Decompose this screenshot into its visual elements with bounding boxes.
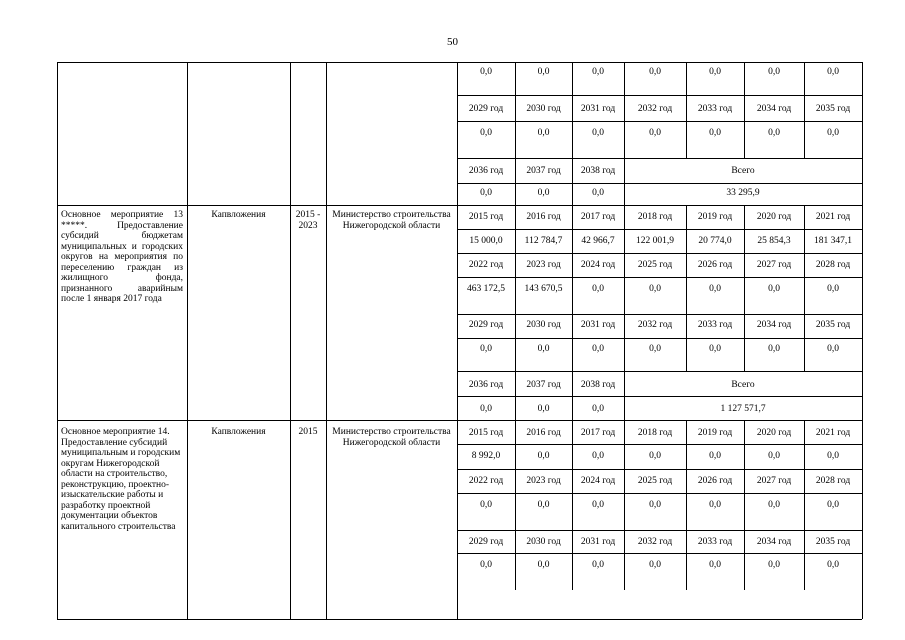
value-cell: 0,0 (709, 67, 721, 77)
column-border (572, 158, 573, 205)
year-cell: 2037 год (526, 380, 561, 390)
year-cell: 2034 год (756, 537, 792, 547)
row-border (457, 338, 862, 339)
row-border (57, 619, 862, 620)
value-cell: 0,0 (827, 451, 839, 461)
year-cell: 2032 год (637, 537, 673, 547)
year-cell: 2032 год (637, 320, 673, 330)
year-cell: 2033 год (697, 320, 733, 330)
column-border (187, 62, 188, 619)
year-cell: 2026 год (697, 476, 733, 486)
column-border (515, 420, 516, 590)
year-cell: 2022 год (468, 260, 504, 270)
year-cell: 2035 год (815, 104, 851, 114)
value-cell: 0,0 (480, 404, 492, 414)
year-cell: 2015 год (468, 428, 504, 438)
year-cell: 2030 год (526, 320, 561, 330)
column-border (457, 62, 458, 619)
year-cell: 2016 год (526, 428, 561, 438)
value-cell: 0,0 (592, 560, 604, 570)
value-cell: 0,0 (480, 188, 492, 198)
column-border (804, 205, 805, 371)
row-border (457, 444, 862, 445)
year-cell: 2034 год (756, 104, 792, 114)
page-number: 50 (447, 36, 458, 48)
row-border (57, 62, 862, 63)
value-cell: 15 000,0 (469, 236, 503, 246)
year-cell: 2027 год (756, 260, 792, 270)
row-border (57, 205, 862, 206)
year-cell: 2020 год (756, 428, 792, 438)
value-cell: 0,0 (768, 128, 780, 138)
column-border (744, 62, 745, 158)
year-cell: 2035 год (815, 537, 851, 547)
year-cell: 2018 год (637, 212, 673, 222)
value-cell: 0,0 (480, 500, 492, 510)
value-cell: 0,0 (592, 404, 604, 414)
column-border (686, 62, 687, 158)
value-cell: 143 670,5 (524, 284, 563, 294)
row-border (457, 314, 862, 315)
value-cell: 0,0 (592, 188, 604, 198)
year-cell: 2016 год (526, 212, 561, 222)
year-cell: 2033 год (697, 104, 733, 114)
year-cell: 2033 год (697, 537, 733, 547)
row-border (457, 229, 862, 230)
year-cell: 2036 год (468, 166, 504, 176)
value-cell: 0,0 (592, 451, 604, 461)
year-cell: 2031 год (580, 537, 616, 547)
value-cell: 181 347,1 (814, 236, 852, 246)
activity-name: Основное мероприятие 13 *****. Предоставление субсидий бюджетам муниципальных и городских округов на мероприятия по переселению граждан из жилищного фонда, признанного аварийным после 1 января 2017 года (61, 210, 183, 304)
value-cell: 25 854,3 (757, 236, 791, 246)
year-cell: 2029 год (468, 537, 504, 547)
year-cell: 2025 год (637, 260, 673, 270)
value-cell: 0,0 (709, 451, 721, 461)
value-cell: 0,0 (768, 560, 780, 570)
year-cell: 2031 год (580, 320, 616, 330)
year-cell: 2029 год (468, 104, 504, 114)
funding-type: Капвложения (211, 210, 266, 220)
column-border (572, 371, 573, 420)
value-cell: 0,0 (537, 500, 550, 510)
column-border (572, 420, 573, 590)
row-border (457, 396, 862, 397)
column-border (624, 420, 625, 590)
value-cell: 0,0 (649, 284, 661, 294)
year-cell: 2029 год (468, 320, 504, 330)
year-cell: 2023 год (526, 260, 561, 270)
year-cell: 2019 год (697, 428, 733, 438)
value-cell: 0,0 (768, 284, 780, 294)
value-cell: 42 966,7 (581, 236, 615, 246)
year-cell: 2038 год (580, 166, 616, 176)
activity-name: Основное мероприятие 14. Предоставление субсидий муниципальным и городским округам Нижегородской области на строительство, реконструкцию, проектно-изыскательские работы и разработку проектной документации объектов капитального строительства (61, 427, 181, 532)
value-cell: 0,0 (768, 451, 780, 461)
column-border (804, 420, 805, 590)
value-cell: 0,0 (592, 284, 604, 294)
year-cell: 2020 год (756, 212, 792, 222)
total-value: 33 295,9 (726, 188, 760, 198)
period: 2015 (298, 427, 318, 437)
year-cell: 2017 год (580, 212, 616, 222)
value-cell: 0,0 (768, 344, 780, 354)
value-cell: 0,0 (592, 500, 604, 510)
value-cell: 0,0 (827, 67, 839, 77)
value-cell: 0,0 (649, 560, 661, 570)
value-cell: 0,0 (827, 560, 839, 570)
value-cell: 0,0 (537, 128, 550, 138)
value-cell: 0,0 (709, 128, 721, 138)
column-border (862, 62, 863, 619)
value-cell: 0,0 (649, 451, 661, 461)
value-cell: 0,0 (592, 67, 604, 77)
column-border (686, 205, 687, 371)
value-cell: 0,0 (480, 128, 492, 138)
value-cell: 0,0 (480, 344, 492, 354)
year-cell: 2021 год (815, 428, 851, 438)
column-border (515, 62, 516, 158)
row-border (457, 95, 862, 96)
funding-type: Капвложения (211, 427, 266, 437)
total-value: 1 127 571,7 (720, 404, 766, 414)
value-cell: 0,0 (480, 67, 492, 77)
value-cell: 0,0 (768, 500, 780, 510)
value-cell: 20 774,0 (698, 236, 732, 246)
row-border (457, 493, 862, 494)
total-label: Всего (731, 166, 755, 176)
period: 2015 - 2023 (295, 210, 321, 231)
value-cell: 8 992,0 (471, 451, 501, 461)
value-cell: 122 001,9 (636, 236, 674, 246)
year-cell: 2019 год (697, 212, 733, 222)
year-cell: 2015 год (468, 212, 504, 222)
year-cell: 2026 год (697, 260, 733, 270)
value-cell: 0,0 (537, 344, 550, 354)
year-cell: 2031 год (580, 104, 616, 114)
value-cell: 0,0 (592, 344, 604, 354)
column-border (290, 62, 291, 619)
year-cell: 2038 год (580, 380, 616, 390)
value-cell: 0,0 (827, 128, 839, 138)
value-cell: 0,0 (709, 560, 721, 570)
value-cell: 0,0 (827, 284, 839, 294)
row-border (457, 469, 862, 470)
row-border (457, 371, 862, 372)
column-border (686, 420, 687, 590)
year-cell: 2022 год (468, 476, 504, 486)
column-border (515, 205, 516, 371)
column-border (744, 420, 745, 590)
year-cell: 2024 год (580, 476, 616, 486)
year-cell: 2027 год (756, 476, 792, 486)
column-border (572, 62, 573, 158)
value-cell: 0,0 (709, 500, 721, 510)
year-cell: 2024 год (580, 260, 616, 270)
executor: Министерство строительства Нижегородской области (332, 210, 451, 231)
row-border (457, 277, 862, 278)
value-cell: 0,0 (827, 500, 839, 510)
column-border (624, 158, 625, 205)
total-label: Всего (731, 380, 755, 390)
column-border (624, 371, 625, 420)
year-cell: 2028 год (815, 260, 851, 270)
row-border (457, 530, 862, 531)
column-border (624, 62, 625, 158)
year-cell: 2034 год (756, 320, 792, 330)
column-border (515, 371, 516, 420)
year-cell: 2028 год (815, 476, 851, 486)
value-cell: 0,0 (649, 128, 661, 138)
value-cell: 463 172,5 (467, 284, 505, 294)
column-border (624, 205, 625, 371)
value-cell: 0,0 (827, 344, 839, 354)
year-cell: 2023 год (526, 476, 561, 486)
value-cell: 0,0 (649, 500, 661, 510)
year-cell: 2037 год (526, 166, 561, 176)
year-cell: 2021 год (815, 212, 851, 222)
row-border (457, 121, 862, 122)
value-cell: 0,0 (537, 560, 550, 570)
column-border (744, 205, 745, 371)
year-cell: 2025 год (637, 476, 673, 486)
year-cell: 2017 год (580, 428, 616, 438)
column-border (326, 62, 327, 619)
year-cell: 2030 год (526, 537, 561, 547)
year-cell: 2036 год (468, 380, 504, 390)
value-cell: 0,0 (537, 404, 550, 414)
column-border (572, 205, 573, 371)
column-border (804, 62, 805, 158)
value-cell: 0,0 (537, 67, 550, 77)
executor: Министерство строительства Нижегородской области (332, 427, 451, 448)
value-cell: 0,0 (709, 284, 721, 294)
value-cell: 0,0 (649, 67, 661, 77)
year-cell: 2018 год (637, 428, 673, 438)
value-cell: 0,0 (768, 67, 780, 77)
row-border (457, 253, 862, 254)
value-cell: 112 784,7 (524, 236, 563, 246)
value-cell: 0,0 (537, 451, 550, 461)
value-cell: 0,0 (649, 344, 661, 354)
year-cell: 2030 год (526, 104, 561, 114)
year-cell: 2032 год (637, 104, 673, 114)
column-border (57, 62, 58, 619)
row-border (457, 183, 862, 184)
column-border (515, 158, 516, 205)
year-cell: 2035 год (815, 320, 851, 330)
value-cell: 0,0 (592, 128, 604, 138)
row-border (457, 158, 862, 159)
row-border (57, 420, 862, 421)
value-cell: 0,0 (709, 344, 721, 354)
value-cell: 0,0 (480, 560, 492, 570)
row-border (457, 553, 862, 554)
value-cell: 0,0 (537, 188, 550, 198)
